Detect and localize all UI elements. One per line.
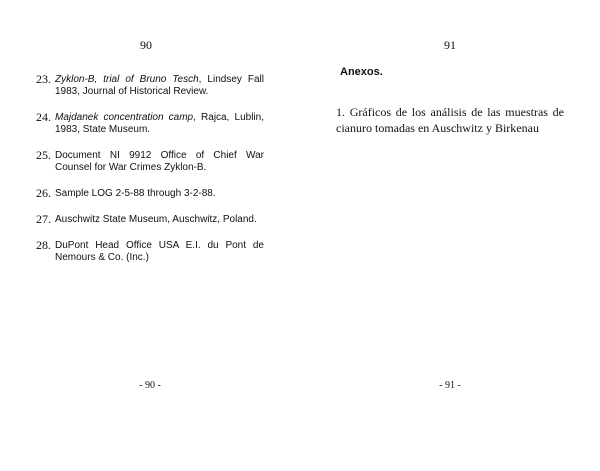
reference-text: DuPont Head Office USA E.I. du Pont de Nemours & Co. (Inc.) <box>55 240 264 263</box>
reference-text: , Lindsey Fall 1983, Journal of Historical Review. <box>55 74 264 97</box>
reference-item <box>36 150 264 174</box>
reference-item <box>36 112 264 136</box>
reference-text: Document NI 9912 Office of Chief War Counsel for War Crimes Zyklon-B. <box>55 150 264 173</box>
page-footer: - 90 - <box>139 380 161 391</box>
reference-number: 26. <box>36 186 51 200</box>
reference-list <box>36 74 264 278</box>
page-number-top: 90 <box>140 38 152 52</box>
reference-item <box>36 74 264 98</box>
reference-item <box>36 188 264 200</box>
page-number-top: 91 <box>444 38 456 52</box>
reference-title: Zyklon-B, trial of Bruno Tesch <box>55 74 199 85</box>
reference-text: , Rajca, Lublin, 1983, State Museum. <box>55 112 264 135</box>
section-heading: Anexos. <box>340 66 383 78</box>
reference-number: 25. <box>36 148 51 162</box>
reference-text: Sample LOG 2-5-88 through 3-2-88. <box>55 188 216 199</box>
reference-number: 23. <box>36 72 51 86</box>
page-footer: - 91 - <box>439 380 461 391</box>
reference-number: 27. <box>36 212 51 226</box>
annex-item: 1. Gráficos de los análisis de las muestras de cianuro tomadas en Auschwitz y Birkenau <box>336 105 564 135</box>
right-page <box>300 0 600 471</box>
reference-number: 24. <box>36 110 51 124</box>
reference-title: Majdanek concentration camp <box>55 112 194 123</box>
reference-item <box>36 240 264 264</box>
reference-number: 28. <box>36 238 51 252</box>
reference-item <box>36 214 264 226</box>
reference-text: Auschwitz State Museum, Auschwitz, Poland. <box>55 214 257 225</box>
